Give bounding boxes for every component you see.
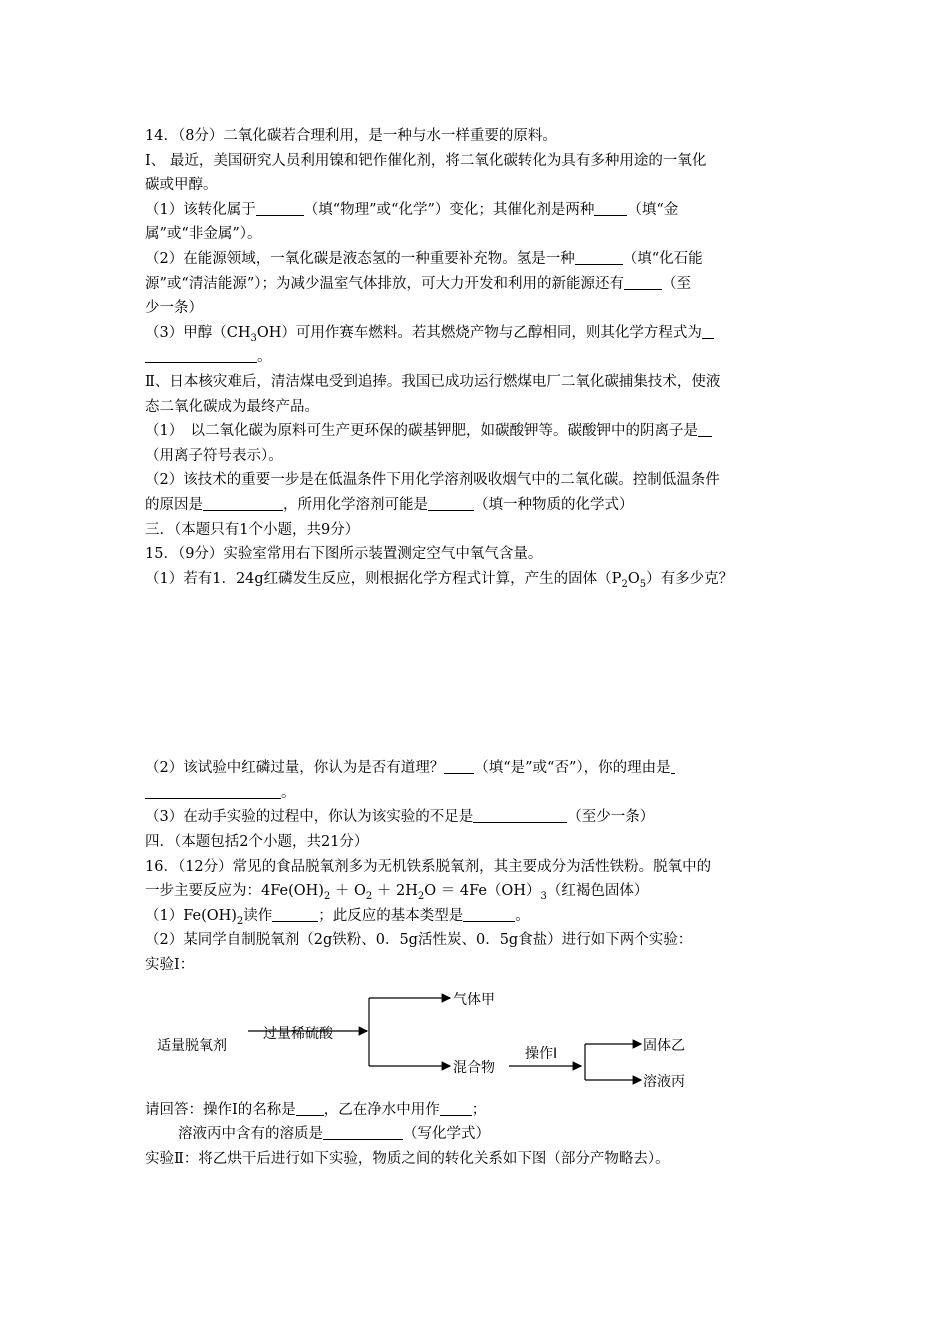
text: OH）可用作赛车燃料。若其燃烧产物与乙醇相同，则其化学方程式为 xyxy=(256,324,702,341)
text: 请回答：操作Ⅰ的名称是 xyxy=(145,1101,296,1118)
subscript: 5 xyxy=(639,578,647,590)
answer-blank xyxy=(256,199,304,216)
answer-blank xyxy=(671,757,675,774)
q14-sub1-line1 xyxy=(145,198,815,223)
answer-blank xyxy=(463,905,515,922)
q16-sub1 xyxy=(145,904,815,929)
q15-sub3 xyxy=(145,805,815,830)
answer-blank xyxy=(594,199,627,216)
text: （1） 以二氧化碳为原料可生产更环保的碳基钾肥，如碳酸钾等。碳酸钾中的阴离子是 xyxy=(145,423,698,440)
q14-part1-line1: Ⅰ、 最近，美国研究人员利用镍和钯作催化剂，将二氧化碳转化为具有多种用途的一氧化 xyxy=(145,152,707,169)
diagram-start-label: 适量脱氧剂 xyxy=(157,1037,227,1054)
section-4-heading: 四．（本题包括2个小题，共21分） xyxy=(145,834,369,851)
text: （填“化石能 xyxy=(622,250,703,267)
text: ； xyxy=(471,1101,487,1118)
diagram-gas-label: 气体甲 xyxy=(453,991,495,1008)
text: 。 xyxy=(257,349,272,366)
flow-diagram xyxy=(145,984,815,1094)
text: 的原因是 xyxy=(145,496,203,513)
q16-answer-line2 xyxy=(145,1122,815,1147)
text: （3）在动手实验的过程中，你认为该实验的不足是 xyxy=(145,809,474,826)
q15-sub2-line2 xyxy=(145,781,815,806)
q14-part2-line2: 态二氧化碳成为最终产品。 xyxy=(145,398,319,415)
answer-blank xyxy=(323,1123,403,1140)
text: 读作 xyxy=(243,907,273,924)
text: （填“物理”或“化学”）变化；其催化剂是两种 xyxy=(303,201,595,218)
answer-blank xyxy=(624,273,662,290)
text: 源”或“清洁能源”）；为减少温室气体排放，可大力开发和利用的新能源还有 xyxy=(145,275,624,292)
q14-ii1-line1 xyxy=(145,419,815,444)
text: ＋ 2H xyxy=(372,883,418,900)
text: （填一种物质的化学式） xyxy=(474,496,634,513)
text: 溶液丙中含有的溶质是 xyxy=(178,1126,323,1143)
q14-sub1-line2: 属”或“非金属”）。 xyxy=(145,226,262,243)
text: 一步主要反应为：4Fe(OH) xyxy=(145,883,324,900)
text: ，乙在净水中用作 xyxy=(323,1101,440,1118)
answer-blank xyxy=(473,806,567,823)
text: ；此反应的基本类型是 xyxy=(318,907,464,924)
q15-sub1 xyxy=(145,567,815,592)
text: （1）若有1．24g红磷发生反应，则根据化学方程式计算，产生的固体（P xyxy=(145,570,622,587)
text: ，所用化学溶剂可能是 xyxy=(283,496,428,513)
q14-header: 14．（8分）二氧化碳若合理利用，是一种与水一样重要的原料。 xyxy=(145,128,557,144)
q14-ii2-line1: （2）该技术的重要一步是在低温条件下用化学溶剂吸收烟气中的二氧化碳。控制低温条件 xyxy=(145,472,720,489)
q15-header: 15．（9分）实验室常用右下图所示装置测定空气中氧气含量。 xyxy=(145,546,543,563)
answer-blank xyxy=(145,346,257,363)
text: ＋ O xyxy=(330,883,366,900)
q14-ii2-line2 xyxy=(145,493,815,518)
q16-header: 16．（12分）常见的食品脱氧剂多为无机铁系脱氧剂，其主要成分为活性铁粉。脱氧中的 xyxy=(145,858,712,875)
text: （红褐色固体） xyxy=(546,883,649,900)
q14-sub3-line2 xyxy=(145,345,815,370)
text: （1）Fe(OH) xyxy=(145,907,237,924)
text: （至少一条） xyxy=(567,809,655,826)
text: O ＝ 4Fe（OH） xyxy=(424,883,541,900)
diagram-operation-label: 操作Ⅰ xyxy=(525,1045,558,1062)
q14-sub2-line2 xyxy=(145,272,815,297)
answer-blank xyxy=(296,1099,324,1116)
subscript: 2 xyxy=(417,891,425,903)
text: （3）甲醇（CH xyxy=(145,324,251,341)
text: O xyxy=(627,570,640,587)
diagram-solid-label: 固体乙 xyxy=(643,1037,685,1054)
experiment-1-label: 实验Ⅰ： xyxy=(145,957,195,974)
answer-space xyxy=(145,591,815,756)
answer-blank xyxy=(428,494,474,511)
text: ）有多少克？ xyxy=(646,570,734,587)
q16-answer-line1 xyxy=(145,1098,815,1123)
page-content xyxy=(145,124,815,1171)
answer-blank xyxy=(440,1099,472,1116)
q16-equation xyxy=(145,879,815,904)
q14-part1-line2: 碳或甲醇。 xyxy=(145,177,218,194)
text: （填“金 xyxy=(627,201,679,218)
answer-blank xyxy=(444,757,474,774)
q14-sub3-line1 xyxy=(145,321,815,346)
diagram-reagent-label: 过量稀硫酸 xyxy=(263,1025,333,1042)
q14-sub2-line1 xyxy=(145,247,815,272)
text: 。 xyxy=(281,784,296,801)
text: （2）该试验中红磷过量，你认为是否有道理？ xyxy=(145,760,445,777)
text: （写化学式） xyxy=(403,1126,490,1143)
q14-ii1-line2: （用离子符号表示）。 xyxy=(145,447,283,464)
answer-blank xyxy=(203,494,283,511)
answer-blank xyxy=(698,420,712,437)
q14-part2-line1: Ⅱ、日本核灾难后，清洁煤电受到追捧。我国已成功运行燃煤电厂二氧化碳捕集技术，使液 xyxy=(145,373,721,390)
q14-sub2-line3: 少一条） xyxy=(145,300,203,317)
subscript: 2 xyxy=(323,891,331,903)
experiment-2-text: 实验Ⅱ：将乙烘干后进行如下实验，物质之间的转化关系如下图（部分产物略去）。 xyxy=(145,1150,670,1167)
section-3-heading: 三．（本题只有1个小题，共9分） xyxy=(145,521,360,538)
text: （至 xyxy=(662,275,691,292)
diagram-solution-label: 溶液丙 xyxy=(643,1073,685,1090)
text: 。 xyxy=(515,907,530,924)
subscript: 2 xyxy=(236,915,244,927)
answer-blank xyxy=(702,322,714,339)
subscript: 2 xyxy=(365,891,373,903)
diagram-mixture-label: 混合物 xyxy=(453,1059,495,1076)
answer-blank xyxy=(272,905,318,922)
subscript: 3 xyxy=(540,891,547,903)
subscript: 3 xyxy=(250,332,257,344)
text: （填“是”或“否”），你的理由是 xyxy=(474,760,671,777)
text: （1）该转化属于 xyxy=(145,201,256,218)
text: （2）在能源领域，一氧化碳是液态氢的一种重要补充物。氢是一种 xyxy=(145,250,575,267)
answer-blank xyxy=(575,248,623,265)
answer-blank xyxy=(145,782,281,799)
q15-sub2-line1 xyxy=(145,756,815,781)
q16-sub2: （2）某同学自制脱氧剂（2g铁粉、0．5g活性炭、0．5g食盐）进行如下两个实验： xyxy=(145,932,693,949)
subscript: 2 xyxy=(621,578,628,590)
